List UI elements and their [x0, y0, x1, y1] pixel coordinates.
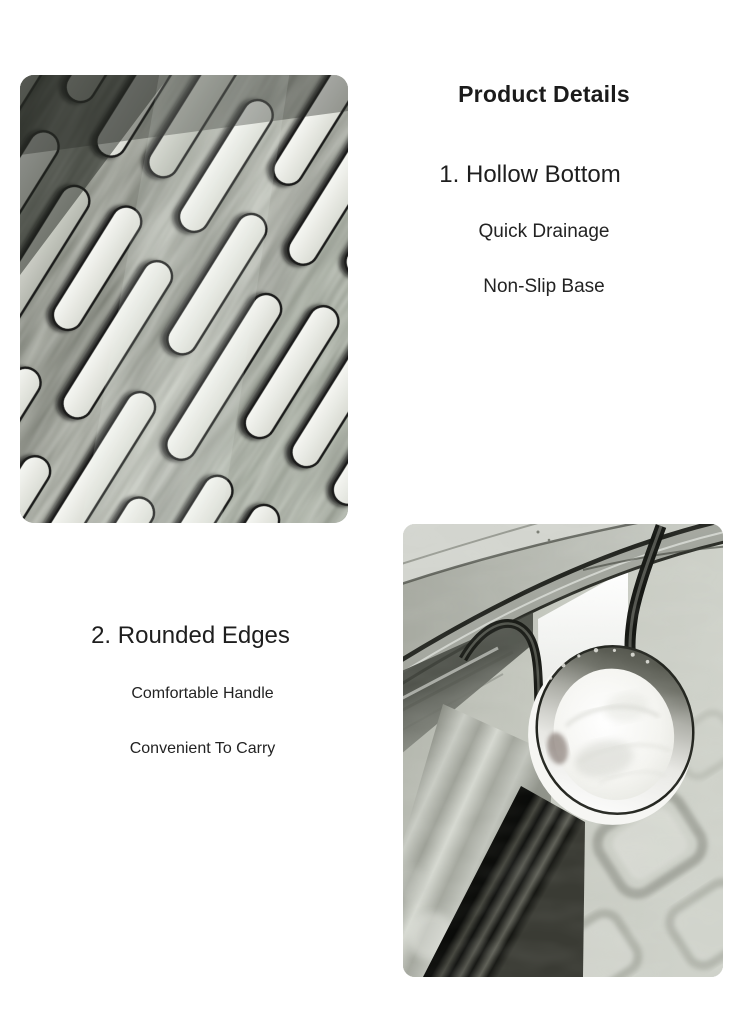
feature-point-convenient-to-carry: Convenient To Carry	[129, 740, 276, 757]
section-heading-hollow-bottom: 1. Hollow Bottom	[439, 161, 621, 188]
feature-point-non-slip-base: Non-Slip Base	[483, 276, 605, 297]
section-heading-rounded-edges: 2. Rounded Edges	[91, 622, 290, 649]
feature-point-quick-drainage: Quick Drainage	[478, 221, 610, 242]
handle-photo	[403, 524, 723, 977]
hollow-bottom-photo-art	[20, 75, 348, 523]
handle-photo-art	[403, 524, 723, 977]
feature-point-comfortable-handle: Comfortable Handle	[131, 685, 274, 702]
page-title: Product Details	[458, 81, 630, 107]
hollow-bottom-photo	[20, 75, 348, 523]
